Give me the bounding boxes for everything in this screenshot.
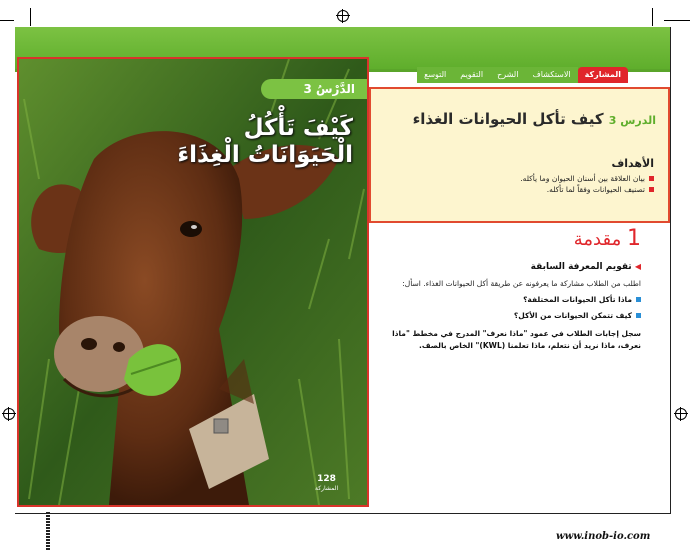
question-item: ماذا تأكل الحيوانات المختلفة؟ <box>385 294 641 306</box>
print-code <box>46 512 50 550</box>
lesson-label: الدرس 3 <box>608 114 656 127</box>
closing-paragraph: سجل إجابات الطلاب في عمود "ماذا نعرف" المدرج في مخطط "ماذا نعرف، ماذا نريد أن نتعلم، ماذا تعلمنا (KWL)" الخاص بالصف. <box>392 329 641 350</box>
page-number-label: المشاركة <box>315 485 339 492</box>
photo-title-line1: كَيْفَ تَأْكُلُ <box>243 115 353 141</box>
crop-mark <box>652 8 653 26</box>
intro-title: مقدمة <box>573 229 622 250</box>
lesson-pill: الدَّرْسُ 3 <box>261 79 367 99</box>
subheading-text: تقويم المعرفة السابقة <box>530 262 632 272</box>
lesson-title <box>386 109 656 129</box>
lesson-name: كيف تأكل الحيوانات الغذاء <box>412 110 604 128</box>
objectives-box <box>369 87 670 223</box>
intro-paragraph: اطلب من الطلاب مشاركة ما يعرفونه عن طريقة أكل الحيوانات الغذاء. اسأل: <box>402 279 641 288</box>
goal-item: بيان العلاقة بين أسنان الحيوان وما يأكله. <box>520 173 654 184</box>
goal-item: تصنيف الحيوانات وفقاً لما تأكله. <box>520 184 654 195</box>
crop-mark <box>664 20 690 21</box>
intro-number: 1 <box>627 226 641 251</box>
goat-photo <box>17 57 369 507</box>
book-page <box>15 27 671 514</box>
crop-mark <box>30 8 31 26</box>
photo-title <box>113 115 353 169</box>
registration-mark-icon <box>337 10 349 22</box>
goals-list <box>520 173 654 195</box>
question-item: كيف تتمكن الحيوانات من الأكل؟ <box>385 310 641 322</box>
intro-heading <box>385 227 641 252</box>
page-number <box>315 475 338 493</box>
phase-tabs <box>417 67 628 83</box>
page-number-value: 128 <box>317 474 336 484</box>
photo-title-line2: الْحَيَوَانَاتُ الْغِذَاءَ <box>177 142 353 168</box>
goals-heading: الأهداف <box>611 157 654 170</box>
tab-engage[interactable]: المشاركة <box>578 67 628 83</box>
watermark: www.inob-io.com <box>556 531 651 542</box>
crop-mark <box>0 20 14 21</box>
tab-extend[interactable]: التوسع <box>417 67 453 83</box>
tab-explain[interactable]: الشرح <box>490 67 525 83</box>
registration-mark-icon <box>675 408 687 420</box>
triangle-arrow-icon: ◀ <box>634 262 641 271</box>
tab-evaluate[interactable]: التقويم <box>453 67 490 83</box>
registration-mark-icon <box>3 408 15 420</box>
subheading <box>385 262 641 272</box>
intro-section <box>385 227 641 352</box>
tab-explore[interactable]: الاستكشاف <box>525 67 577 83</box>
